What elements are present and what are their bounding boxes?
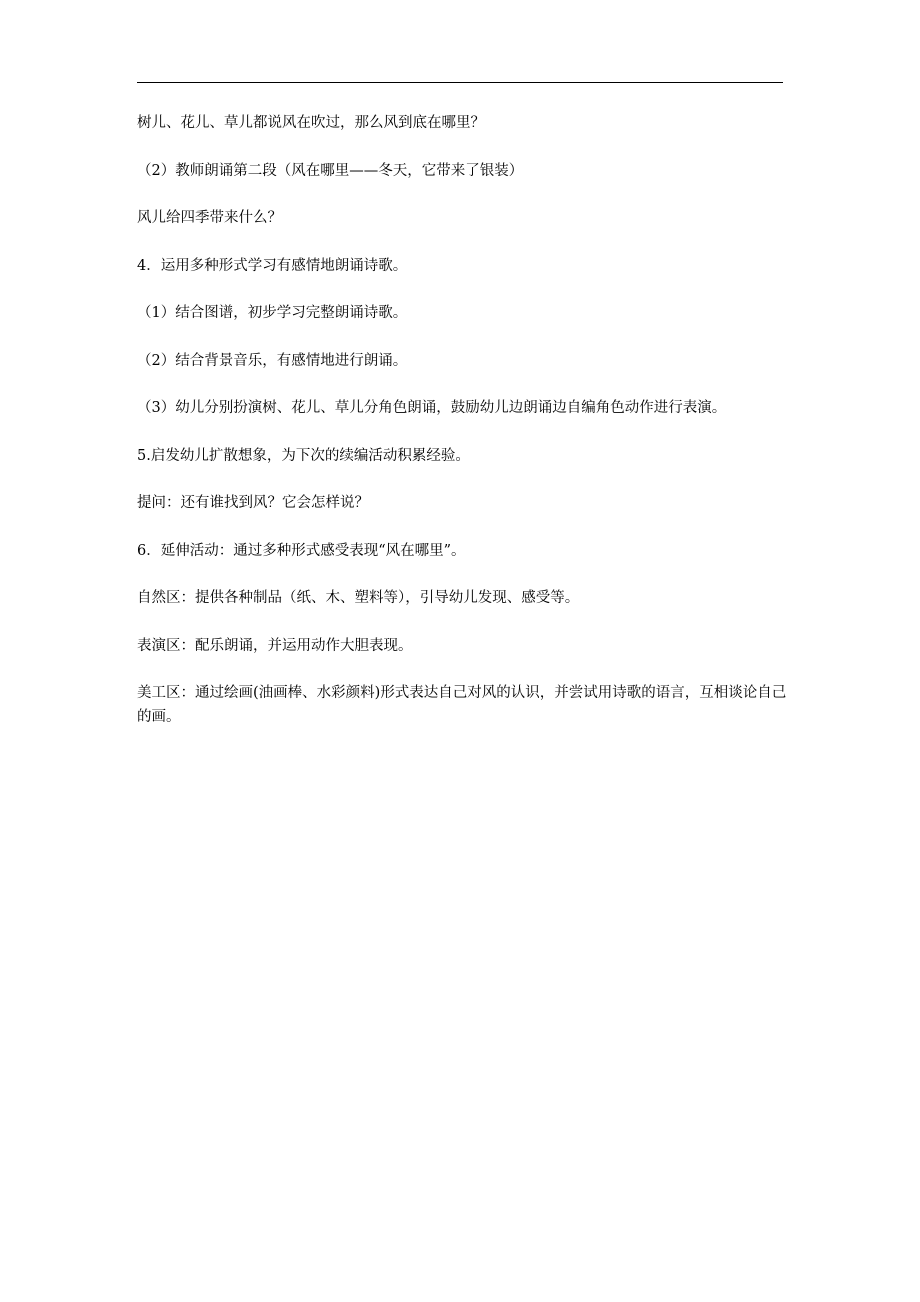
paragraph: 风儿给四季带来什么？	[137, 210, 282, 226]
paragraph: 美工区：通过绘画(油画棒、水彩颜料)形式表达自己对风的认识，并尝试用诗歌的语言，互相谈论自己的画。	[137, 685, 787, 725]
paragraph: （2）结合背景音乐，有感情地进行朗诵。	[137, 352, 408, 369]
paragraph: （1）结合图谱，初步学习完整朗诵诗歌。	[137, 305, 408, 321]
paragraph: 5.启发幼儿扩散想象，为下次的续编活动积累经验。	[137, 447, 470, 464]
paragraph: 树儿、花儿、草儿都说风在吹过，那么风到底在哪里？	[137, 115, 485, 131]
header-rule	[137, 82, 783, 83]
paragraph: 表演区：配乐朗诵，并运用动作大胆表现。	[137, 637, 413, 654]
paragraph: 6．延伸活动：通过多种形式感受表现“风在哪里”。	[137, 542, 466, 559]
paragraph: 4．运用多种形式学习有感情地朗诵诗歌。	[137, 257, 408, 274]
paragraph: （2）教师朗诵第二段（风在哪里——冬天，它带来了银装）	[137, 162, 524, 179]
paragraph: 自然区：提供各种制品（纸、木、塑料等），引导幼儿发现、感受等。	[137, 590, 580, 606]
paragraph: 提问：还有谁找到风？它会怎样说？	[137, 495, 369, 511]
document-body	[137, 111, 789, 729]
paragraph: （3）幼儿分别扮演树、花儿、草儿分角色朗诵，鼓励幼儿边朗诵边自编角色动作进行表演。	[137, 400, 727, 416]
